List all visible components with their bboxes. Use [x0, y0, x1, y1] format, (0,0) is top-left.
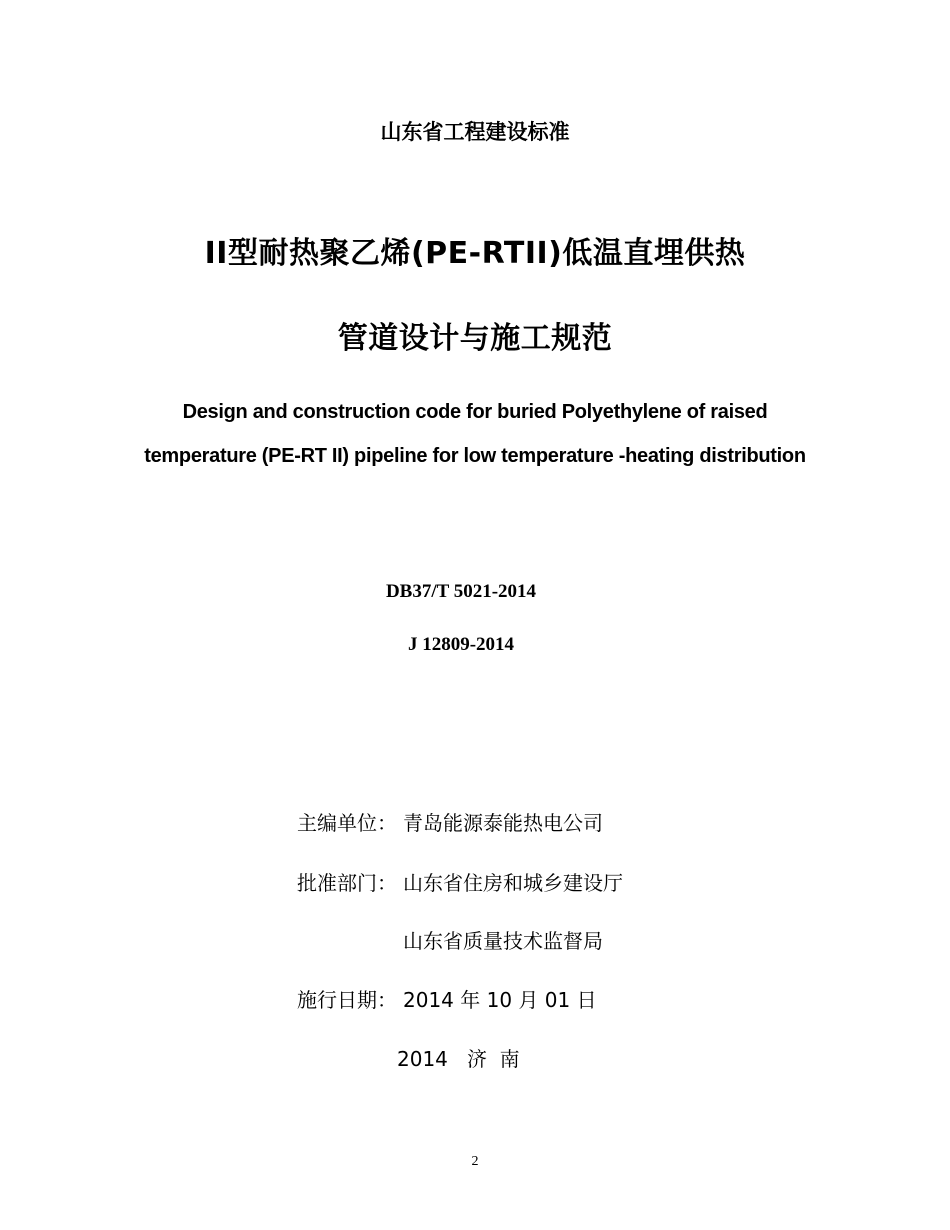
title-cn-line-1: II型耐热聚乙烯(PE-RTII)低温直埋供热: [204, 236, 746, 271]
editor-label: 主编单位：: [297, 811, 397, 835]
editor-value: 青岛能源泰能热电公司: [403, 811, 603, 835]
approver-row: [297, 873, 623, 893]
approver-row-2: [403, 931, 603, 951]
effective-value: 2014 年 10 月 01 日: [403, 988, 597, 1012]
place-year: 2014 济 南: [397, 1047, 520, 1071]
standard-number: DB37/T 5021-2014: [385, 581, 537, 602]
approver-label: 批准部门：: [297, 871, 397, 895]
editor-row: [297, 813, 603, 833]
title-en-line-1: Design and construction code for buried Polyethylene of raised: [182, 401, 768, 423]
series-title: 山东省工程建设标准: [380, 120, 570, 144]
title-cn-line-2: 管道设计与施工规范: [337, 321, 613, 356]
record-number: J 12809-2014: [407, 634, 515, 655]
effective-date-row: [297, 990, 597, 1010]
approver-value-2: 山东省质量技术监督局: [403, 929, 603, 953]
approver-value-1: 山东省住房和城乡建设厅: [403, 871, 623, 895]
effective-label: 施行日期：: [297, 988, 397, 1012]
page-number: 2: [471, 1154, 479, 1169]
title-en-line-2: temperature (PE-RT II) pipeline for low temperature -heating distribution: [144, 445, 806, 467]
